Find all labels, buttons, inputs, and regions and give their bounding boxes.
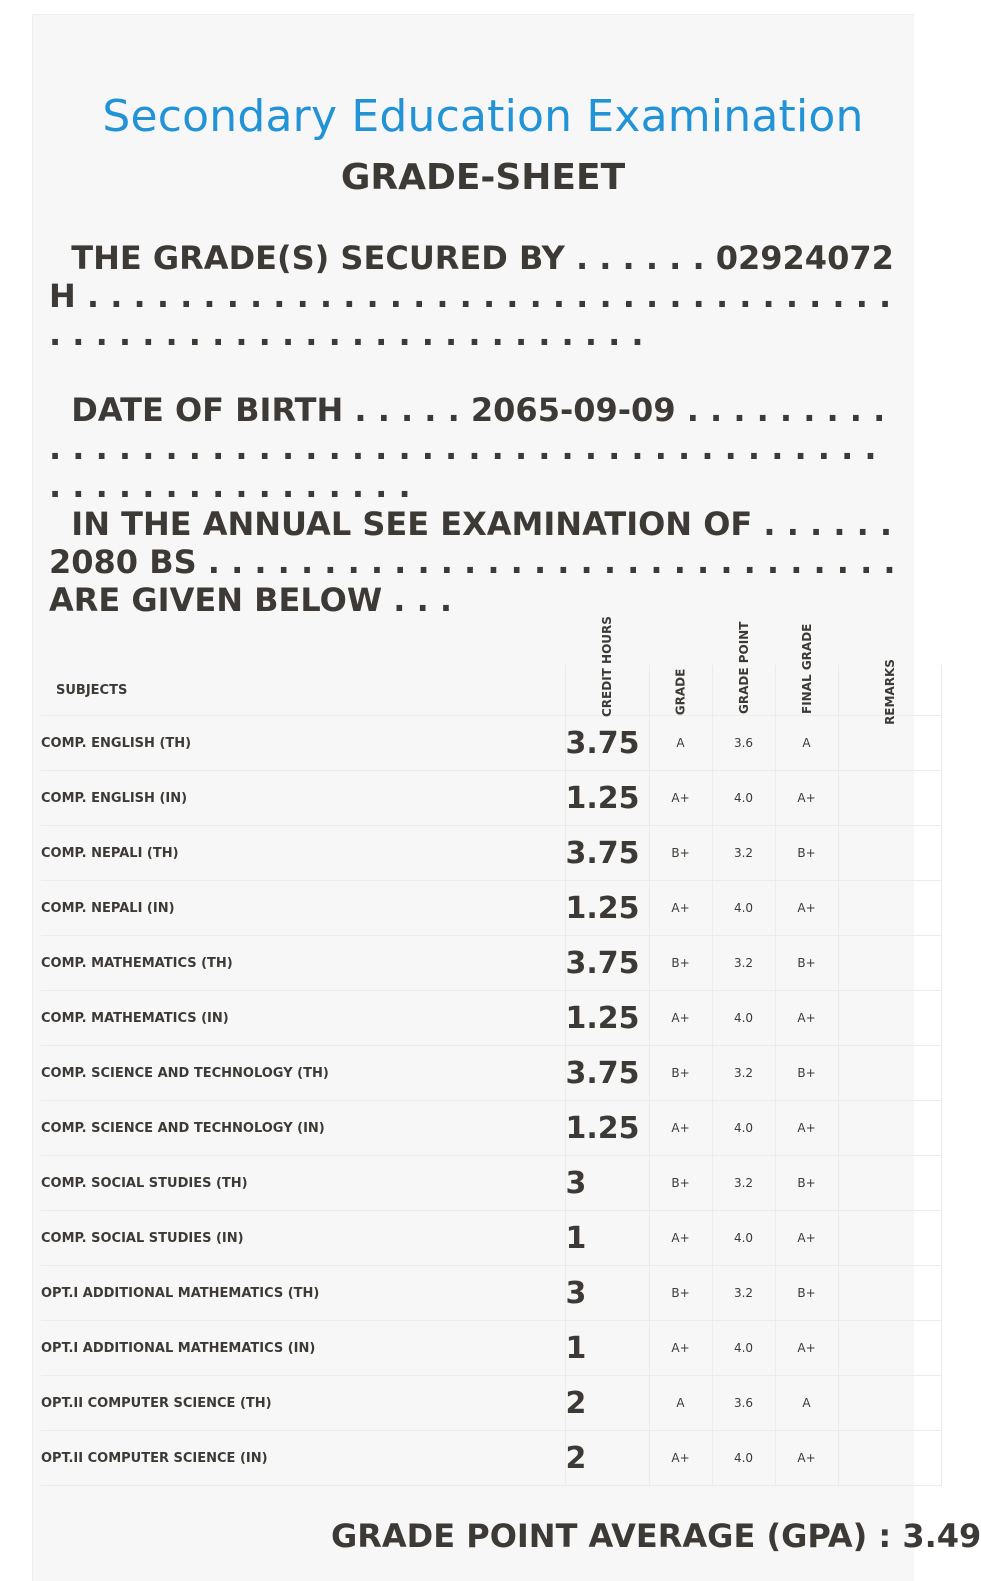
grade-cell: B+ — [649, 1046, 712, 1101]
grade-point-cell: 3.2 — [712, 826, 775, 881]
grade-cell: A+ — [649, 1101, 712, 1156]
credit-hours-cell: 1.25 — [565, 991, 649, 1046]
table-row — [41, 881, 941, 936]
subject-cell: COMP. MATHEMATICS (TH) — [41, 936, 565, 991]
symbol-number: 02924072H — [49, 239, 894, 315]
subject-cell: COMP. SOCIAL STUDIES (TH) — [41, 1156, 565, 1211]
subject-cell: COMP. SCIENCE AND TECHNOLOGY (IN) — [41, 1101, 565, 1156]
credit-hours-cell: 3.75 — [565, 1046, 649, 1101]
subject-cell: OPT.II COMPUTER SCIENCE (IN) — [41, 1431, 565, 1486]
table-row — [41, 1376, 941, 1431]
grade-point-cell: 3.2 — [712, 936, 775, 991]
credit-hours-cell: 3.75 — [565, 936, 649, 991]
grade-cell: A+ — [649, 991, 712, 1046]
given-below-text: ARE GIVEN BELOW . . . — [49, 581, 453, 619]
final-grade-cell: B+ — [775, 1266, 838, 1321]
credit-hours-cell: 1.25 — [565, 771, 649, 826]
table-row — [41, 1211, 941, 1266]
header-credit-hours: CREDIT HOURS — [565, 665, 649, 716]
table-row — [41, 1156, 941, 1211]
credit-hours-cell: 1.25 — [565, 881, 649, 936]
grade-cell: B+ — [649, 936, 712, 991]
grade-point-cell: 4.0 — [712, 1321, 775, 1376]
grade-point-cell: 4.0 — [712, 881, 775, 936]
remarks-cell — [838, 936, 941, 991]
table-row — [41, 936, 941, 991]
header-grade-point: GRADE POINT — [712, 665, 775, 716]
grades-table — [41, 615, 942, 1486]
table-row — [41, 1321, 941, 1376]
grade-point-cell: 3.2 — [712, 1266, 775, 1321]
table-row — [41, 1101, 941, 1156]
remarks-cell — [838, 771, 941, 826]
grade-cell: A+ — [649, 1321, 712, 1376]
remarks-cell — [838, 1376, 941, 1431]
gpa-value: 3.49 — [902, 1517, 981, 1555]
exam-line: IN THE ANNUAL SEE EXAMINATION OF . . . . . . 2080 BS . . . . . . . . . . . . . . . . . . . . . . . . . . . . . . ARE GIVEN BELOW . . . — [49, 505, 896, 619]
final-grade-cell: B+ — [775, 1156, 838, 1211]
final-grade-cell: B+ — [775, 936, 838, 991]
credit-hours-cell: 3 — [565, 1156, 649, 1211]
grade-cell: B+ — [649, 826, 712, 881]
table-row — [41, 716, 941, 771]
remarks-cell — [838, 991, 941, 1046]
final-grade-cell: A+ — [775, 1101, 838, 1156]
grade-cell: B+ — [649, 1266, 712, 1321]
subject-cell: COMP. ENGLISH (IN) — [41, 771, 565, 826]
grade-point-cell: 3.2 — [712, 1046, 775, 1101]
grade-point-cell: 4.0 — [712, 1211, 775, 1266]
subject-cell: COMP. SOCIAL STUDIES (IN) — [41, 1211, 565, 1266]
remarks-cell — [838, 1321, 941, 1376]
remarks-cell — [838, 1211, 941, 1266]
credit-hours-cell: 1 — [565, 1321, 649, 1376]
final-grade-cell: A+ — [775, 771, 838, 826]
grade-cell: B+ — [649, 1156, 712, 1211]
subject-cell: OPT.I ADDITIONAL MATHEMATICS (IN) — [41, 1321, 565, 1376]
dob-label: DATE OF BIRTH — [71, 391, 344, 429]
subject-cell: COMP. NEPALI (TH) — [41, 826, 565, 881]
subject-cell: COMP. MATHEMATICS (IN) — [41, 991, 565, 1046]
credit-hours-cell: 1 — [565, 1211, 649, 1266]
secured-by-label: THE GRADE(S) SECURED BY — [71, 239, 565, 277]
grade-point-cell: 3.6 — [712, 1376, 775, 1431]
remarks-cell — [838, 1046, 941, 1101]
dob-value: 2065-09-09 — [470, 391, 676, 429]
remarks-cell — [838, 826, 941, 881]
gpa-line — [331, 1517, 981, 1555]
grade-point-cell: 4.0 — [712, 771, 775, 826]
grade-point-cell: 4.0 — [712, 1101, 775, 1156]
final-grade-cell: A+ — [775, 991, 838, 1046]
final-grade-cell: B+ — [775, 826, 838, 881]
grade-cell: A — [649, 716, 712, 771]
table-row — [41, 1431, 941, 1486]
credit-hours-cell: 3.75 — [565, 716, 649, 771]
table-row — [41, 826, 941, 881]
grade-point-cell: 4.0 — [712, 1431, 775, 1486]
subject-cell: COMP. ENGLISH (TH) — [41, 716, 565, 771]
sheet-subtitle: GRADE-SHEET — [340, 157, 626, 198]
final-grade-cell: A — [775, 1376, 838, 1431]
header-grade: GRADE — [649, 665, 712, 716]
final-grade-cell: B+ — [775, 1046, 838, 1101]
grade-cell: A+ — [649, 1211, 712, 1266]
table-header-row — [41, 665, 941, 716]
remarks-cell — [838, 1101, 941, 1156]
remarks-cell — [838, 1266, 941, 1321]
grade-point-cell: 4.0 — [712, 991, 775, 1046]
table-row — [41, 771, 941, 826]
final-grade-cell: A+ — [775, 881, 838, 936]
grade-cell: A+ — [649, 1431, 712, 1486]
table-row — [41, 1266, 941, 1321]
remarks-cell — [838, 881, 941, 936]
table-row — [41, 991, 941, 1046]
grade-point-cell: 3.2 — [712, 1156, 775, 1211]
remarks-cell — [838, 1431, 941, 1486]
subject-cell: OPT.I ADDITIONAL MATHEMATICS (TH) — [41, 1266, 565, 1321]
header-final-grade: FINAL GRADE — [775, 665, 838, 716]
header-remarks: REMARKS — [838, 665, 941, 716]
exam-title: Secondary Education Examination — [102, 91, 864, 142]
final-grade-cell: A+ — [775, 1321, 838, 1376]
grade-cell: A+ — [649, 881, 712, 936]
exam-year: 2080 BS — [49, 543, 197, 581]
credit-hours-cell: 2 — [565, 1376, 649, 1431]
remarks-cell — [838, 1156, 941, 1211]
table-row — [41, 1046, 941, 1101]
credit-hours-cell: 3 — [565, 1266, 649, 1321]
gpa-label: GRADE POINT AVERAGE (GPA) : — [331, 1517, 892, 1555]
subject-cell: COMP. SCIENCE AND TECHNOLOGY (TH) — [41, 1046, 565, 1101]
grade-sheet — [32, 14, 981, 1581]
credit-hours-cell: 1.25 — [565, 1101, 649, 1156]
subject-cell: OPT.II COMPUTER SCIENCE (TH) — [41, 1376, 565, 1431]
credit-hours-cell: 3.75 — [565, 826, 649, 881]
final-grade-cell: A+ — [775, 1211, 838, 1266]
credit-hours-cell: 2 — [565, 1431, 649, 1486]
exam-label: IN THE ANNUAL SEE EXAMINATION OF — [71, 505, 753, 543]
final-grade-cell: A — [775, 716, 838, 771]
dob-line: DATE OF BIRTH . . . . . 2065-09-09 . . . . . . . . . . . . . . . . . . . . . . . . . . . . . . . . . . . . . . . . . . . . . . . . . . . . . . . . . . . . . — [49, 391, 886, 505]
subject-cell: COMP. NEPALI (IN) — [41, 881, 565, 936]
secured-by-line: THE GRADE(S) SECURED BY . . . . . . 02924072H . . . . . . . . . . . . . . . . . . . . . . . . . . . . . . . . . . . . . . . . . . . . . . . . . . . . . . . . . . . . . — [49, 239, 894, 353]
grade-cell: A+ — [649, 771, 712, 826]
grade-cell: A — [649, 1376, 712, 1431]
final-grade-cell: A+ — [775, 1431, 838, 1486]
header-subjects: SUBJECTS — [41, 665, 565, 716]
grade-point-cell: 3.6 — [712, 716, 775, 771]
